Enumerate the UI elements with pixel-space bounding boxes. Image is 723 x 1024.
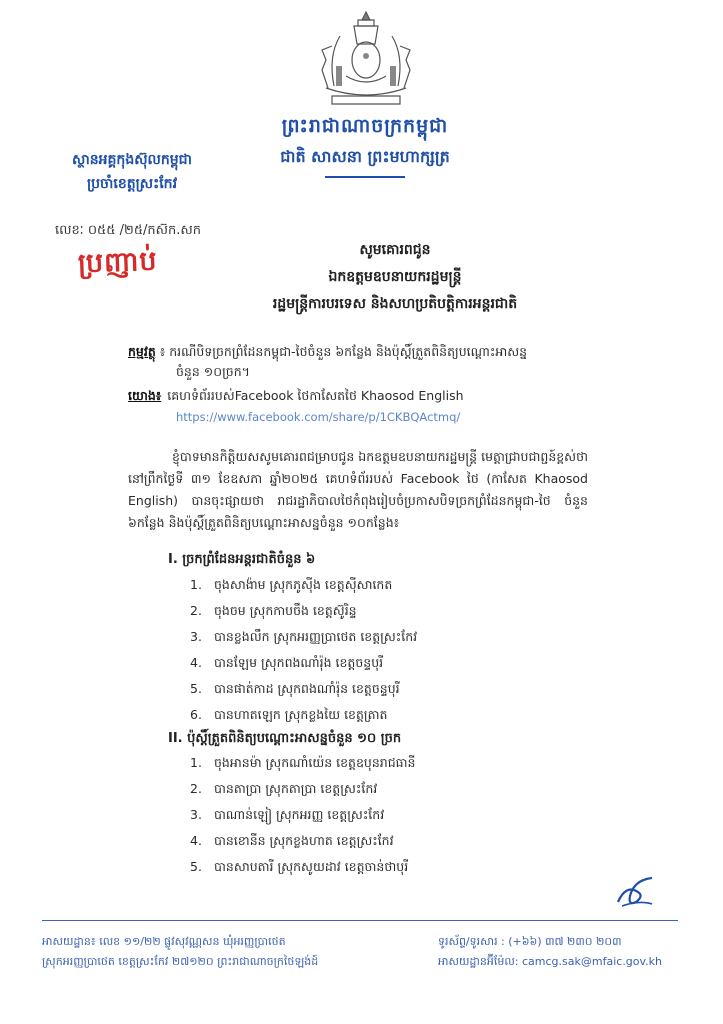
subject-text: ៖ ករណីបិទច្រកព្រំដែនកម្ពុជា-ថៃចំនួន ៦កន្លែង និងប៉ុស្តិ៍ត្រួតពិនិត្យបណ្តោះអាសន្ន — [159, 344, 528, 359]
salutation-line1: សូមគោរពជូន — [359, 242, 431, 258]
salutation-block — [230, 240, 560, 321]
kingdom-heading — [250, 114, 480, 178]
list-item: 5. បានសាបតារី ស្រុកសូយដាវ ខេត្តចាន់ថាបុរី — [190, 859, 409, 874]
salutation-line2: ឯកឧត្តមឧបនាយករដ្ឋមន្ត្រី — [328, 269, 462, 285]
list-item: 3. បាណាន់ឡៀ ស្រុកអរញ្ញ ខេត្តស្រះកែវ — [190, 807, 385, 822]
footer-contact — [438, 932, 688, 972]
reference-number: លេខៈ ០៥៥ /២៥/កស៊ក.សក — [55, 223, 202, 238]
kingdom-motto: ជាតិ សាសនា ព្រះមហាក្សត្រ — [280, 147, 450, 166]
phone-line: ទូរស័ព្ទ/ទូរសារ : (+៦៦) ៣៧ ២៣០ ២០៣ — [438, 935, 622, 948]
salutation-line3: រដ្ឋមន្ត្រីការបរទេស និងសហប្រតិបត្តិការអន្តរជាតិ — [272, 296, 518, 312]
heading-divider — [325, 176, 405, 178]
subject-key: កម្មវត្ថុ — [128, 344, 156, 359]
list-item: 6. បានហាតឡេក ស្រុកខ្លងយៃ ខេត្តត្រាត — [190, 707, 388, 722]
body-paragraph — [128, 446, 588, 534]
reference-key: យោង៖ — [128, 388, 162, 403]
reference-row — [128, 386, 578, 406]
subject-text-cont: ចំនួន ១០ច្រក។ — [176, 364, 250, 379]
list-item: 5. បានផាត់កាដ ស្រុកពងណាំរ៉ុន ខេត្តចន្ទបុរី — [190, 681, 400, 696]
footer-divider — [42, 920, 678, 921]
kingdom-title: ព្រះរាជាណាចក្រកម្ពុជា — [281, 115, 449, 137]
section2-title: II. ប៉ុស្តិ៍ត្រួតពិនិត្យបណ្តោះអាសន្នចំនួន ១០ ច្រក — [168, 731, 402, 746]
issuer-line1: ស្ថានអគ្គកុងស៊ុលកម្ពុជា — [72, 152, 192, 168]
list-item: 3. បានខ្លងលឹក ស្រុកអរញ្ញប្រាថេត ខេត្តស្រះកែវ — [190, 629, 418, 644]
urgent-stamp: ប្រញាប់ — [77, 245, 159, 280]
section1-list — [190, 572, 417, 728]
subject-row — [128, 342, 578, 382]
reference-text: គេហទំព័ររបស់Facebook ថៃកាសែតថៃ Khaosod English — [167, 388, 464, 403]
list-item: 1. ចុងសាង៉ាម ស្រុកភូស៊ីង ខេត្តស៊ីសាកេត — [190, 577, 393, 592]
royal-emblem-icon — [302, 6, 430, 114]
footer-address — [42, 932, 372, 972]
address-line1: អាសយដ្ឋាន៖ លេខ ១១/២២ ផ្លូវសុវណ្ណសន ឃុំអរញ្ញប្រាថេត — [42, 935, 286, 948]
signature-mark-icon — [612, 872, 662, 912]
list-item: 2. ចុងចម ស្រុកកាបចឹង ខេត្តស៊ូរិន្ទ — [190, 603, 357, 618]
email-line[interactable]: អាសយដ្ឋានអ៊ីម៉ែល: camcg.sak@mfaic.gov.kh — [438, 955, 663, 968]
reference-link[interactable]: https://www.facebook.com/share/p/1CKBQActmq/ — [176, 410, 461, 424]
address-line2: ស្រុកអរញ្ញប្រាថេត ខេត្តស្រះកែវ ២៧១២០ ព្រះរាជាណាចក្រថៃឡង់ដ៍ — [42, 955, 319, 968]
section1-title: I. ច្រកព្រំដែនអន្តរជាតិចំនួន ៦ — [168, 552, 316, 567]
body-text: ខ្ញុំបាទមានកិត្តិយសសូមគោរពជម្រាបជូន ឯកឧត្តមឧបនាយករដ្ឋមន្ត្រី មេត្តាជ្រាបជាព្ជន៍ខ្ពស់ថា នៅព្រឹកថ្ងៃទី ៣១ ខែឧសភា ឆ្នាំ២០២៥ គេហទំព័ររបស់ Facebook ថៃ (កាសែត Khaosod English) បានចុះផ្សាយថា រាជរដ្ឋាភិបាលថៃកំពុងរៀបចំប្រកាសបិទច្រកព្រំដែនកម្ពុជា-ថៃ ចំនួន ៦កន្លែង និងប៉ុស្តិ៍ត្រួតពិនិត្យបណ្តោះអាសន្នចំនួន ១០កន្លែង៖ — [128, 449, 588, 530]
issuer-block — [52, 150, 212, 195]
section2-list — [190, 750, 416, 880]
list-item: 2. បានតាប្រា ស្រុកតាប្រា ខេត្តស្រះកែវ — [190, 781, 378, 796]
list-item: 4. បានឡែម ស្រុកពងណាំរ៉ុង ខេត្តចន្ទបុរី — [190, 655, 384, 670]
issuer-line2: ប្រចាំខេត្តស្រះកែវ — [86, 176, 178, 192]
list-item: 1. ចុងអានម៉ា ស្រុកណាំយ៉េន ខេត្តឧបុនរាជធានី — [190, 755, 416, 770]
list-item: 4. បានខោនីន ស្រុកខ្លងហាត ខេត្តស្រះកែវ — [190, 833, 394, 848]
